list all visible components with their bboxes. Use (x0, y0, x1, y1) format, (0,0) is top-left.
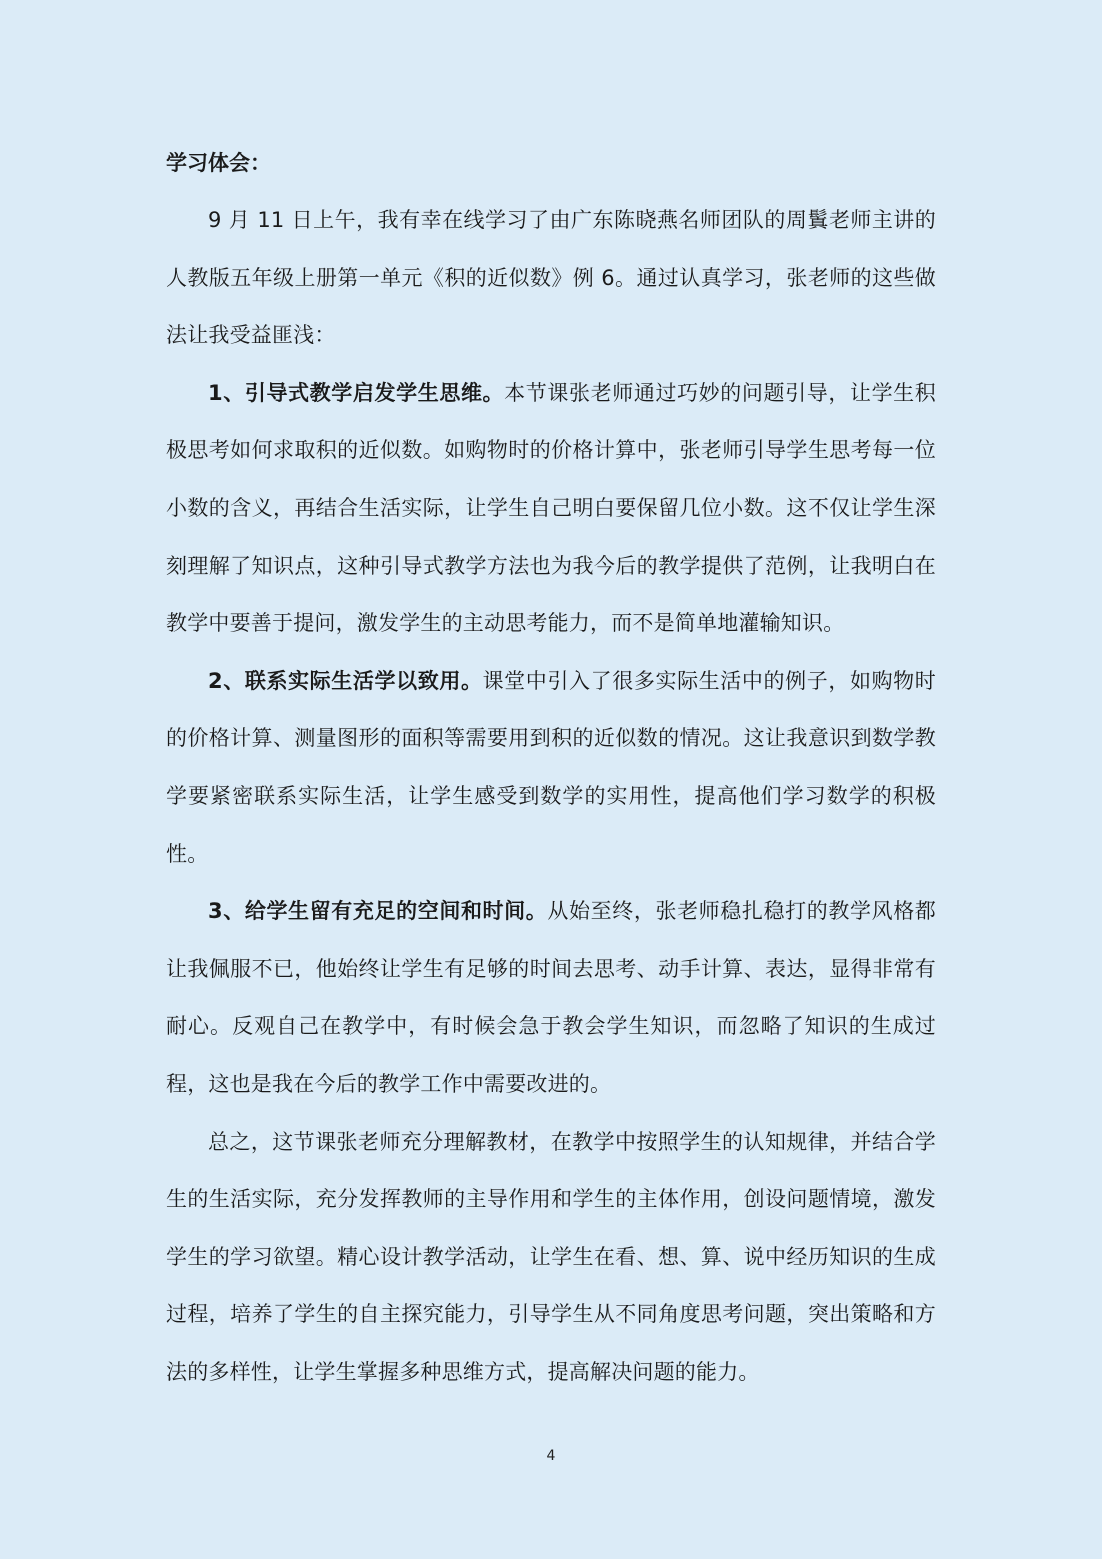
paragraph-text: 本节课张老师通过巧妙的问题引导，让学生积极思考如何求取积的近似数。如购物时的价格计算中，张老师引导学生思考每一位小数的含义，再结合生活实际，让学生自己明白要保留几位小数。这不仅让学生深刻理解了知识点，这种引导式教学方法也为我今后的教学提供了范例，让我明白在教学中要善于提问，激发学生的主动思考能力，而不是简单地灌输知识。 (166, 380, 936, 636)
paragraph-text: 从始至终，张老师稳扎稳打的教学风格都让我佩服不已，他始终让学生有足够的时间去思考、动手计算、表达，显得非常有耐心。反观自己在教学中，有时候会急于教会学生知识，而忽略了知识的生成过程，这也是我在今后的教学工作中需要改进的。 (166, 899, 936, 1096)
paragraph-text: 总之，这节课张老师充分理解教材，在教学中按照学生的认知规律，并结合学生的生活实际，充分发挥教师的主导作用和学生的主体作用，创设问题情境，激发学生的学习欲望。精心设计教学活动，让学生在看、想、算、说中经历知识的生成过程，培养了学生的自主探究能力，引导学生从不同角度思考问题，突出策略和方法的多样性，让学生掌握多种思维方式，提高解决问题的能力。 (166, 1129, 936, 1384)
document-body (166, 135, 936, 1401)
page-number: 4 (546, 1448, 556, 1464)
paragraph-text: 课堂中引入了很多实际生活中的例子，如购物时的价格计算、测量图形的面积等需要用到积的近似数的情况。这让我意识到数学教学要紧密联系实际生活，让学生感受到数学的实用性，提高他们学习数学的积极性。 (166, 668, 936, 866)
paragraph-point-2 (166, 653, 936, 883)
paragraph-lead: 3、给学生留有充足的空间和时间。 (208, 899, 548, 924)
paragraph-point-3 (166, 883, 936, 1113)
paragraph-lead: 2、联系实际生活学以致用。 (208, 668, 483, 693)
paragraph-lead: 1、引导式教学启发学生思维。 (208, 380, 505, 405)
paragraph-intro (166, 192, 936, 365)
paragraph-point-1 (166, 365, 936, 653)
paragraph-text: 9 月 11 日上午，我有幸在线学习了由广东陈晓燕名师团队的周鬒老师主讲的人教版五年级上册第一单元《积的近似数》例 6。通过认真学习，张老师的这些做法让我受益匪浅： (166, 208, 936, 348)
section-heading: 学习体会： (166, 151, 271, 175)
paragraph-summary (166, 1114, 936, 1402)
